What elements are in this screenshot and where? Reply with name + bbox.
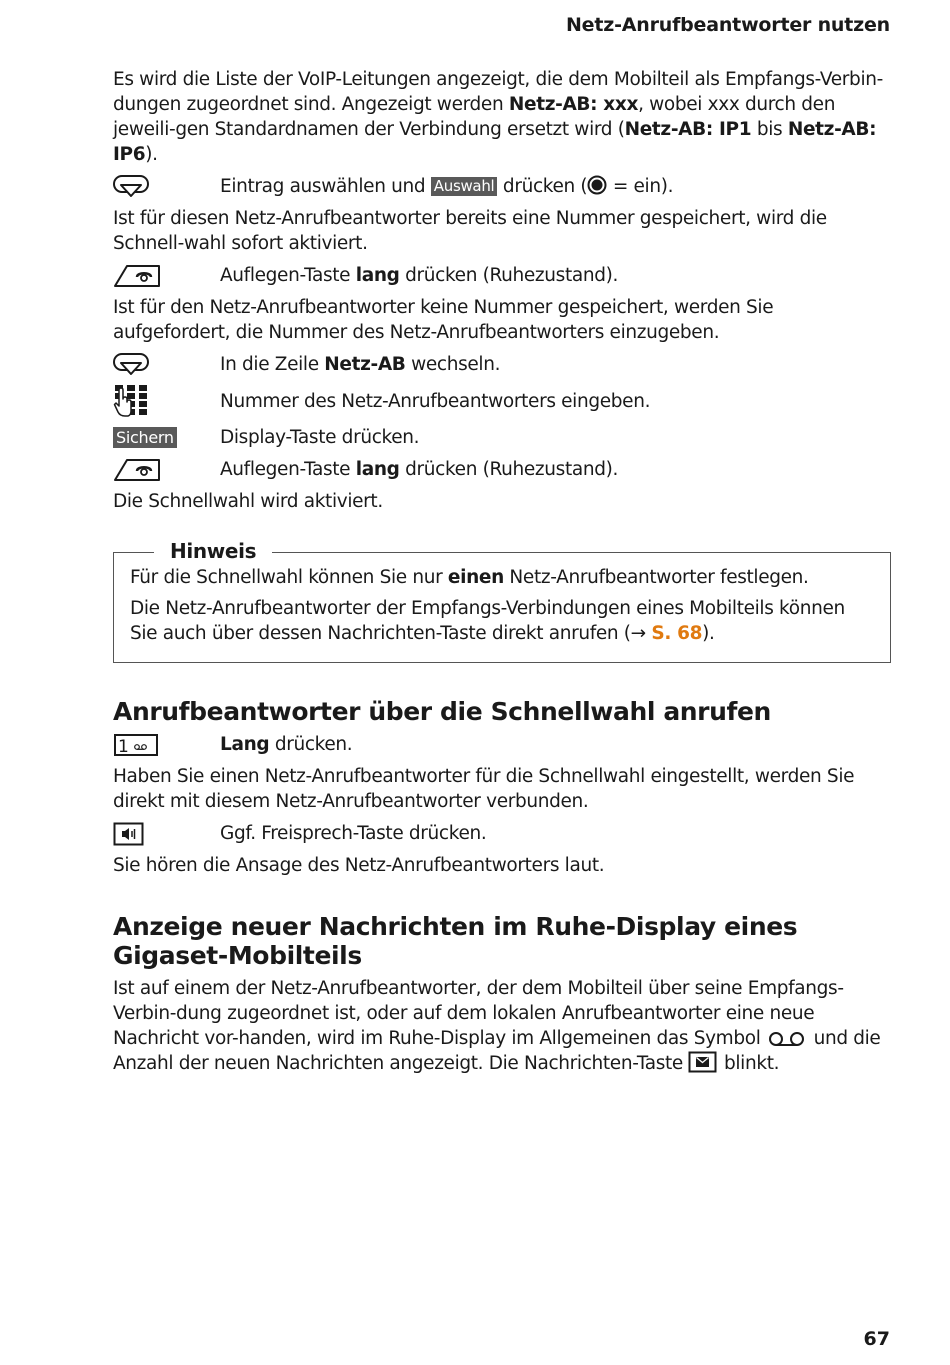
section-title-new-messages: Anzeige neuer Nachrichten im Ruhe-Display eines Gigaset-Mobilteils — [113, 912, 798, 970]
radio-on-icon — [587, 175, 607, 195]
step-handsfree: Ggf. Freisprech-Taste drücken. — [113, 821, 891, 846]
arrow-right-icon: → — [630, 623, 646, 644]
page-number: 67 — [863, 1328, 890, 1350]
intro-paragraph: Es wird die Liste der VoIP-Leitungen angezeigt, die dem Mobilteil als Empfangs-Verbin-dungen zugeordnet sind. Angezeigt werden Netz-AB: xxx, wobei xxx durch den jeweili-gen Standardnamen der Verbindung ersetzt wird (Netz-AB: IP1 bis Netz-AB: IP6). — [113, 69, 883, 165]
speaker-key-icon — [113, 822, 145, 846]
keypad-icon — [113, 384, 151, 418]
step-end-call-1: Auflegen-Taste lang drücken (Ruhezustand). — [113, 263, 891, 288]
step-save: Sichern Display-Taste drücken. — [113, 425, 891, 450]
page-header: Netz-Anrufbeantworter nutzen — [565, 14, 890, 36]
voicemail-symbol-icon — [766, 1028, 808, 1048]
hint-paragraph-1: Für die Schnellwahl können Sie nur einen Netz-Anrufbeantworter festlegen. — [130, 567, 809, 588]
step-switch-line: In die Zeile Netz-AB wechseln. — [113, 352, 891, 377]
paragraph-announcement: Sie hören die Ansage des Netz-Anrufbeantworters laut. — [113, 855, 605, 876]
paragraph-activated: Die Schnellwahl wird aktiviert. — [113, 491, 383, 512]
paragraph-number-not-saved: Ist für den Netz-Anrufbeantworter keine Nummer gespeichert, werden Sie aufgefordert, die Nummer des Netz-Anrufbeantworters einzugeben. — [113, 297, 774, 343]
page-content — [113, 67, 891, 1083]
section-title-speed-dial: Anrufbeantworter über die Schnellwahl anrufen — [113, 697, 771, 726]
end-call-key-icon — [113, 264, 161, 288]
hint-box — [113, 539, 891, 663]
svg-text:1: 1 — [118, 736, 129, 757]
end-call-key-icon — [113, 458, 161, 482]
step-end-call-2: Auflegen-Taste lang drücken (Ruhezustand). — [113, 457, 891, 482]
hint-paragraph-2: Die Netz-Anrufbeantworter der Empfangs-Verbindungen eines Mobilteils können Sie auch über dessen Nachrichten-Taste direkt anrufen (→ S. 68). — [130, 598, 845, 644]
softkey-auswahl[interactable]: Auswahl — [431, 177, 498, 196]
key-1-voicemail-icon — [113, 733, 159, 757]
page-reference-link[interactable]: S. 68 — [651, 623, 703, 644]
navigation-key-icon — [113, 175, 149, 199]
paragraph-number-saved: Ist für diesen Netz-Anrufbeantworter bereits eine Nummer gespeichert, wird die Schnell-wahl sofort aktiviert. — [113, 208, 827, 254]
hint-title: Hinweis — [154, 538, 272, 564]
softkey-sichern[interactable]: Sichern — [113, 427, 177, 448]
navigation-key-icon — [113, 353, 149, 377]
step-select-entry: Eintrag auswählen und Auswahl drücken ( = ein). — [113, 174, 891, 199]
paragraph-connected: Haben Sie einen Netz-Anrufbeantworter für die Schnellwahl eingestellt, werden Sie direkt mit diesem Netz-Anrufbeantworter verbunden. — [113, 766, 855, 812]
step-press-1-long: 1 Lang drücken. — [113, 732, 891, 757]
paragraph-new-messages: Ist auf einem der Netz-Anrufbeantworter, der dem Mobilteil über seine Empfangs-Verbin-dung zugeordnet ist, oder auf dem lokalen Anrufbeantworter eine neue Nachricht vor-handen, wird im Ruhe-Display im Allgemeinen das Symbol und die Anzahl der neuen Nachrichten angezeigt. Die Nachrichten-Taste blinkt. — [113, 978, 881, 1074]
step-enter-number: Nummer des Netz-Anrufbeantworters eingeben. — [113, 384, 891, 418]
message-key-icon — [688, 1051, 718, 1073]
